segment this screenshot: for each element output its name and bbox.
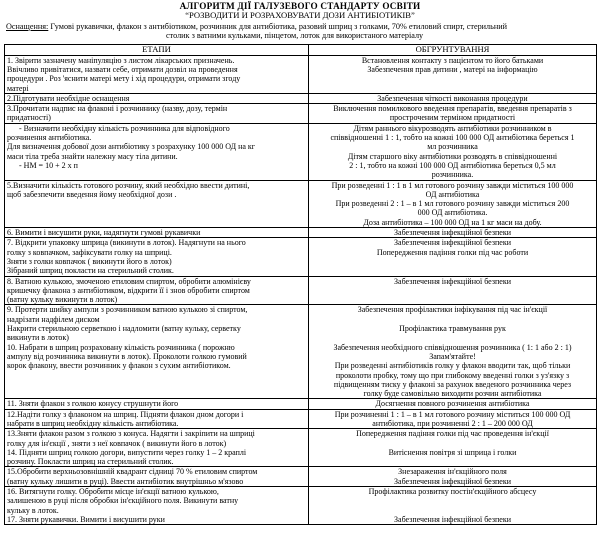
step-line: кульку в лоток. — [7, 505, 59, 515]
step-line: 8. Ватною кулькою, змоченою етиловим спиртом, обробити алюмінієву — [7, 276, 251, 286]
document-subtitle: “РОЗВОДИТИ И РОЗРАХОВУВАТИ ДОЗИ АНТИБІОТИКІВ” — [185, 10, 415, 20]
reason-line: Попередження падіння голки під час проведення ін'єкції — [356, 429, 549, 439]
reason-line: Забезпечення інфекційної безпеки — [394, 476, 511, 486]
table-row — [5, 305, 597, 399]
reason-cell — [309, 487, 597, 525]
step-line: 17. Зняти рукавички. Вимити і висушити руки — [7, 514, 165, 524]
algorithm-table — [4, 44, 597, 525]
document-title: АЛГОРИТМ ДІЇ ГАЛУЗЕВОГО СТАНДАРТУ ОСВІТИ — [179, 1, 421, 11]
step-cell — [5, 180, 309, 227]
reason-line: Запам'ятайте! — [429, 351, 476, 361]
step-line: набрати в шприц необхідну кількість антибіотика. — [7, 418, 179, 428]
table-row — [5, 487, 597, 525]
reason-line: При розведенні антибіотиків голку у флакон вводити так, щоб тільки — [334, 361, 571, 371]
step-cell — [5, 399, 309, 409]
step-line: розчину. Покласти шприц на стерильний столик. — [7, 457, 174, 467]
reason-line: Дітям старшого віку антибіотики розводять в співвідношенні — [347, 151, 558, 161]
step-line: ампулу від розчинника викинути в лоток). Проколоти голкою гумовий — [7, 351, 247, 361]
reason-line: проколоти пробку, тому що при глибокому введенні голки з уз'язку з — [335, 370, 570, 380]
step-line: голку з ковпачком, зафіксувати голку на шприці. — [7, 247, 172, 257]
reason-line: голку буде самовільно виходити розчин антибіотика — [363, 389, 542, 399]
step-line: Накрити стерильною серветкою і надломити (ватну кульку, серветку — [7, 324, 241, 334]
reason-line: При розведенні 1 : 1 в 1 мл готового розчину завжди міститься 100 000 — [331, 180, 574, 190]
reason-line: Дітям раннього вікурозводять антибіотики розчинником в — [353, 123, 552, 133]
step-line: 14. Підняти шприц голкою догори, випустити через голку 1 – 2 краплі — [7, 447, 247, 457]
step-line: залишеною в руці після обробки ін'єкційного поля. Викинути ватну — [7, 496, 239, 506]
reason-line: При розчиненні 1 : 1 – в 1 мл готового розчину міститься 100 000 ОД — [334, 409, 571, 419]
step-line: кришечку флакона з антибіотиком, відкрити її і знов обробити спиртом — [7, 285, 250, 295]
reason-line — [311, 315, 594, 324]
step-line: - НМ = 10 + 2 х п — [19, 160, 78, 170]
table-row — [5, 409, 597, 429]
reason-line: Забезпечення інфекційної безпеки — [394, 276, 511, 286]
header-steps: ЕТАПИ — [5, 45, 309, 55]
reason-line — [311, 457, 594, 466]
table-row — [5, 55, 597, 93]
reason-line: Попередження падіння голки під час роботи — [376, 247, 529, 257]
reason-cell — [309, 93, 597, 103]
equipment-label: Оснащення: — [6, 22, 49, 31]
step-line: матері — [7, 83, 29, 93]
header-reasons: ОБГРУНТУВАННЯ — [309, 45, 597, 55]
reason-line: Профілактика розвитку постін'єкційного абсцесу — [368, 487, 537, 497]
table-row — [5, 93, 597, 103]
step-cell — [5, 409, 309, 429]
step-line: процедури . Роз 'яснити матері мету і хід процедури, отримати згоду — [7, 74, 241, 84]
step-line: корок флакону, ввести розчинник у флакон з сухим антибіотиком. — [7, 361, 231, 371]
step-line: 11. Зняти флакон з голкою конусу струшнути його — [7, 399, 179, 409]
reason-line — [311, 496, 594, 505]
step-line: 15.Обробити верхньозовнішній квадрант сідниці 70 % етиловим спиртом — [7, 467, 258, 477]
step-cell — [5, 55, 309, 93]
table-row — [5, 467, 597, 487]
reason-line — [311, 333, 594, 342]
step-line: 5.Визначити кількість готового розчину, який необхідно ввести дитині, — [7, 180, 250, 190]
step-line: голку для ін'єкції , зняти з неї ковпачок ( викинути його в лоток) — [7, 438, 227, 448]
reason-line: ОД антибіотика — [425, 189, 480, 199]
reason-line: підвищенням тиску у флаконі за рахунок введеного розчинника через — [333, 379, 572, 389]
reason-line: Профілактика травмування рук — [399, 324, 506, 334]
step-line: надрізати надфілем диском — [7, 314, 100, 324]
reason-line: 000 ОД антибіотика. — [417, 208, 488, 218]
reason-line: Забезпечення інфекційної безпеки — [394, 238, 511, 248]
reason-line: Забезпечення інфекційної безпеки — [394, 228, 511, 238]
step-line: Зібраний шприц покласти на стерильний столик. — [7, 266, 174, 276]
reason-cell — [309, 228, 597, 238]
step-line: 1. Звірити зазначену маніпуляцію з листом лікарських призначень. — [7, 55, 235, 65]
step-line: (ватну кульку лишити в руці). Ввести антибіотик внутрішньо м'язово — [7, 476, 244, 486]
step-cell — [5, 429, 309, 467]
reason-line: Досягнення повного розчинення антибіотика — [375, 399, 530, 409]
step-cell — [5, 276, 309, 305]
reason-line: антибіотика, при розчиненні 2 : 1 – 200 000 ОД — [372, 418, 533, 428]
step-line: Зняти з голки ковпачок ( викинути його в лоток) — [7, 256, 172, 266]
table-row — [5, 123, 597, 180]
step-line: 12.Надіти голку з флаконом на шприц. Підняти флакон дном догори і — [7, 409, 244, 419]
step-line: 10. Набрати в шприц розраховану кількість розчинника ( порожню — [7, 342, 235, 352]
reason-cell — [309, 305, 597, 399]
step-cell — [5, 305, 309, 399]
reason-line: розчинника. — [431, 170, 474, 180]
reason-line: Забезпечення прав дитини , матері на інформацію — [367, 65, 538, 74]
step-line: 13.Зняти флакон разом з голкою з конуса. Надягти і закріпити на шприці — [7, 429, 255, 439]
reason-line: Доза антибіотика – 100 000 ОД на 1 кг маси на добу. — [363, 217, 542, 227]
step-cell — [5, 93, 309, 103]
table-row — [5, 399, 597, 409]
step-line: викинути в лоток) — [7, 333, 69, 343]
reason-line: Забезпечення інфекційної безпеки — [394, 514, 511, 524]
reason-line: Забезпечення необхідного співвідношення розчинника ( 1: 1 або 2 : 1) — [333, 342, 572, 352]
equipment-text-line2: столик з ватними кульками, пінцетом, лоток для використаного матеріалу — [166, 31, 424, 41]
step-line: щоб забезпечити введення йому необхідної дози . — [7, 189, 177, 199]
reason-line: простроченим терміном придатності — [389, 113, 516, 123]
reason-line: співвідношенні 1 : 1, тобто на кожні 100 000 ОД антибіотика береться 1 — [330, 133, 575, 143]
table-row — [5, 238, 597, 276]
reason-cell — [309, 104, 597, 124]
table-row — [5, 429, 597, 467]
step-cell — [5, 467, 309, 487]
equipment-paragraph — [4, 22, 596, 40]
reason-line: 2 : 1, тобто на кожні 100 000 ОД антибіотика береться 0,5 мл — [349, 160, 556, 170]
reason-line: Забезпечення профілактики інфікування під час ін'єкції — [357, 305, 548, 315]
reason-line: Забезпечення чіткості виконання процедури — [377, 93, 528, 103]
reason-cell — [309, 467, 597, 487]
reason-line — [311, 506, 594, 515]
table-row — [5, 276, 597, 305]
reason-cell — [309, 123, 597, 180]
reason-line: Виключення помилкового введення препаратів, введення препаратів з — [333, 104, 572, 114]
step-line: придатності) — [7, 113, 51, 123]
table-body — [5, 55, 597, 525]
step-line: 6. Вимити і висушити руки, надягнути гумові рукавички — [7, 228, 201, 238]
equipment-text-line1: Гумові рукавички, флакон з антибіотиком, розчинник для антибіотика, разовий шприц з голками, 70% етиловий спирт, стерильний — [48, 22, 508, 31]
reason-line: мл розчинника — [427, 142, 478, 152]
step-line: маси тіла треба знайти належну масу тіла дитини. — [7, 151, 178, 161]
reason-line: Знезараження ін'єкційного поля — [398, 467, 507, 477]
reason-cell — [309, 429, 597, 467]
table-row — [5, 180, 597, 227]
reason-cell — [309, 276, 597, 305]
reason-cell — [309, 55, 597, 93]
table-header-row — [5, 45, 597, 55]
step-cell — [5, 104, 309, 124]
step-line: 16. Витягнути голку. Обробити місце ін'єкції ватною кулькою, — [7, 487, 219, 497]
reason-line: Витіснення повітря зі шприца і голки — [388, 447, 517, 457]
step-line: 7. Відкрити упаковку шприца (викинути в лоток). Надягнути на нього — [7, 238, 246, 248]
step-line: 2.Підготувати необхідне оснащення — [7, 93, 130, 103]
table-row — [5, 104, 597, 124]
step-line: 9. Протерти шийку ампули з розчинником ватною кулькою зі спиртом, — [7, 305, 248, 315]
table-row — [5, 228, 597, 238]
reason-line: Встановлення контакту з пацієнтом то його батьками — [361, 55, 544, 65]
step-line: (ватну кульку викинути в лоток) — [7, 295, 118, 305]
step-cell — [5, 487, 309, 525]
reason-line: При розведенні 2 : 1 – в 1 мл готового розчину завжди міститься 200 — [335, 199, 570, 209]
step-line: Ввічливо привітатися, назвати себе, отримати дозвіл на проведення — [7, 65, 238, 74]
step-cell — [5, 228, 309, 238]
step-cell — [5, 123, 309, 180]
step-line: Для визначення добової дози антибіотику з розрахунку 100 000 ОД на кг — [7, 142, 256, 152]
reason-line — [311, 439, 594, 448]
step-line: 3.Прочитати надпис на флаконі і розчиннику (назву, дозу, термін — [7, 104, 228, 114]
reason-cell — [309, 180, 597, 227]
reason-cell — [309, 409, 597, 429]
step-line: - Визначити необхідну кількість розчинника для відповідного — [19, 123, 230, 133]
reason-cell — [309, 238, 597, 276]
step-cell — [5, 238, 309, 276]
step-line: розчинення антибіотика. — [7, 133, 92, 143]
reason-cell — [309, 399, 597, 409]
